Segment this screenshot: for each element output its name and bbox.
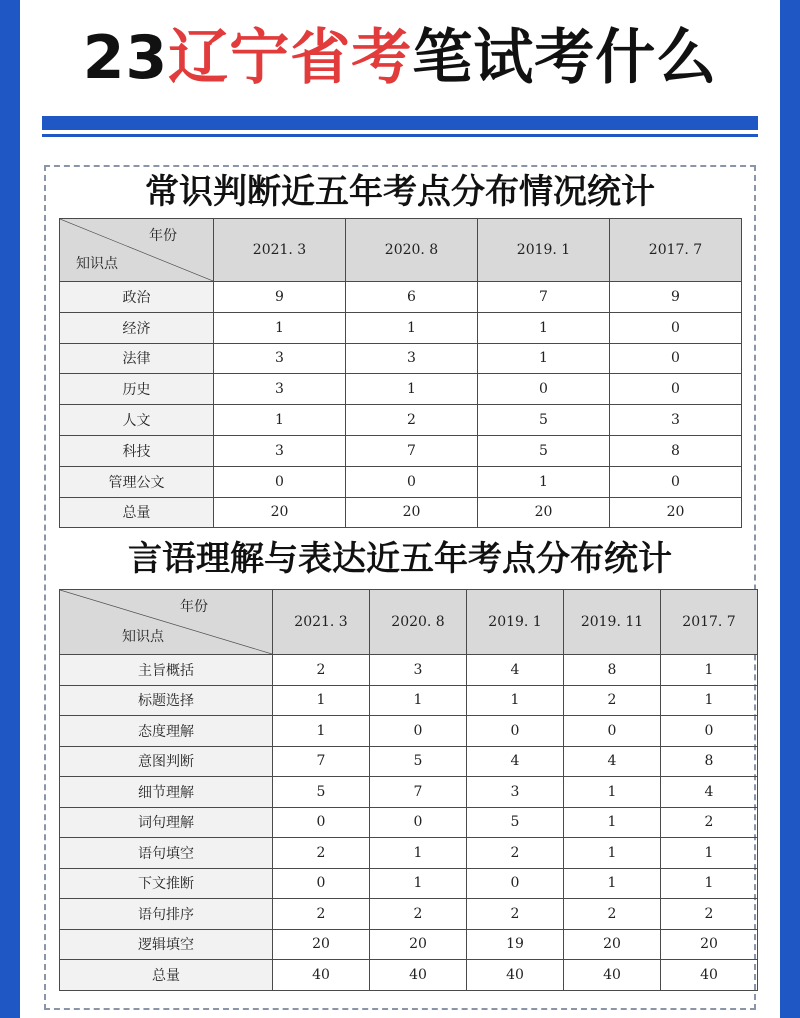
title-rest: 笔试考什么 xyxy=(412,23,718,93)
year-header: 2017. 7 xyxy=(610,219,742,282)
title-rule-thick xyxy=(42,116,758,130)
table-cell: 1 xyxy=(273,716,370,747)
table-cell: 0 xyxy=(273,868,370,899)
table-row xyxy=(60,899,758,930)
table-row xyxy=(60,655,758,686)
verbal-table xyxy=(59,589,758,991)
common-sense-table xyxy=(59,218,742,528)
table-row xyxy=(60,497,742,528)
table-row xyxy=(60,282,742,313)
table-cell: 5 xyxy=(478,435,610,466)
table-cell: 20 xyxy=(370,929,467,960)
table-header-row xyxy=(60,590,758,655)
table-cell: 4 xyxy=(564,746,661,777)
table-cell: 20 xyxy=(273,929,370,960)
table-cell: 0 xyxy=(346,466,478,497)
table-row xyxy=(60,312,742,343)
table-cell: 7 xyxy=(370,777,467,808)
table-cell: 20 xyxy=(478,497,610,528)
table-cell: 2 xyxy=(564,899,661,930)
row-label: 主旨概括 xyxy=(60,655,273,686)
table-cell: 2 xyxy=(661,807,758,838)
row-label: 语句排序 xyxy=(60,899,273,930)
year-header: 2020. 8 xyxy=(370,590,467,655)
row-label: 细节理解 xyxy=(60,777,273,808)
table-cell: 1 xyxy=(346,374,478,405)
table-cell: 7 xyxy=(346,435,478,466)
table-cell: 40 xyxy=(467,960,564,991)
table-cell: 1 xyxy=(661,685,758,716)
table-cell: 0 xyxy=(661,716,758,747)
table-cell: 0 xyxy=(610,312,742,343)
row-label: 总量 xyxy=(60,497,214,528)
year-header: 2020. 8 xyxy=(346,219,478,282)
table-cell: 3 xyxy=(370,655,467,686)
table-cell: 8 xyxy=(610,435,742,466)
table-cell: 1 xyxy=(467,685,564,716)
table-row xyxy=(60,405,742,436)
table-cell: 2 xyxy=(564,685,661,716)
table-row xyxy=(60,343,742,374)
table-cell: 20 xyxy=(610,497,742,528)
row-label: 逻辑填空 xyxy=(60,929,273,960)
table-cell: 1 xyxy=(370,838,467,869)
table-row xyxy=(60,960,758,991)
table-cell: 40 xyxy=(564,960,661,991)
table-cell: 1 xyxy=(661,868,758,899)
corner-topic-label: 知识点 xyxy=(122,629,164,645)
row-label: 总量 xyxy=(60,960,273,991)
table-cell: 2 xyxy=(467,838,564,869)
table-header-row xyxy=(60,219,742,282)
corner-cell xyxy=(60,590,273,655)
title-highlight: 辽宁省考 xyxy=(168,23,413,93)
table-cell: 1 xyxy=(370,685,467,716)
row-label: 经济 xyxy=(60,312,214,343)
table-cell: 7 xyxy=(478,282,610,313)
row-label: 词句理解 xyxy=(60,807,273,838)
table-cell: 3 xyxy=(214,343,346,374)
year-header: 2021. 3 xyxy=(214,219,346,282)
table-row xyxy=(60,807,758,838)
table-cell: 1 xyxy=(214,405,346,436)
table-row xyxy=(60,685,758,716)
row-label: 历史 xyxy=(60,374,214,405)
table-cell: 3 xyxy=(610,405,742,436)
table-row xyxy=(60,777,758,808)
table-cell: 1 xyxy=(478,343,610,374)
year-header: 2019. 1 xyxy=(467,590,564,655)
table-cell: 2 xyxy=(273,899,370,930)
table-cell: 2 xyxy=(273,655,370,686)
table-row xyxy=(60,868,758,899)
table-cell: 0 xyxy=(610,374,742,405)
table-cell: 1 xyxy=(564,838,661,869)
row-label: 语句填空 xyxy=(60,838,273,869)
table-cell: 1 xyxy=(661,655,758,686)
table-cell: 5 xyxy=(273,777,370,808)
table-cell: 5 xyxy=(370,746,467,777)
table-cell: 4 xyxy=(467,746,564,777)
row-label: 标题选择 xyxy=(60,685,273,716)
table-cell: 1 xyxy=(214,312,346,343)
table-cell: 1 xyxy=(564,807,661,838)
table-cell: 1 xyxy=(478,312,610,343)
corner-cell xyxy=(60,219,214,282)
year-header: 2019. 11 xyxy=(564,590,661,655)
table-cell: 6 xyxy=(346,282,478,313)
year-header: 2019. 1 xyxy=(478,219,610,282)
table-cell: 40 xyxy=(661,960,758,991)
table-cell: 4 xyxy=(467,655,564,686)
table-cell: 1 xyxy=(273,685,370,716)
table-cell: 0 xyxy=(467,716,564,747)
row-label: 管理公文 xyxy=(60,466,214,497)
row-label: 态度理解 xyxy=(60,716,273,747)
section2-title: 言语理解与表达近五年考点分布统计 xyxy=(128,539,672,579)
section1-title: 常识判断近五年考点分布情况统计 xyxy=(145,172,655,212)
table-cell: 5 xyxy=(467,807,564,838)
row-label: 人文 xyxy=(60,405,214,436)
table-cell: 9 xyxy=(214,282,346,313)
table-cell: 19 xyxy=(467,929,564,960)
corner-year-label: 年份 xyxy=(149,228,177,244)
table-cell: 0 xyxy=(467,868,564,899)
table-cell: 20 xyxy=(346,497,478,528)
table-row xyxy=(60,716,758,747)
table-cell: 3 xyxy=(467,777,564,808)
table-cell: 1 xyxy=(370,868,467,899)
corner-year-label: 年份 xyxy=(180,599,208,615)
table-cell: 0 xyxy=(564,716,661,747)
page xyxy=(20,0,780,1018)
row-label: 科技 xyxy=(60,435,214,466)
table-row xyxy=(60,929,758,960)
year-header: 2021. 3 xyxy=(273,590,370,655)
row-label: 下文推断 xyxy=(60,868,273,899)
table-cell: 1 xyxy=(661,838,758,869)
table-row xyxy=(60,746,758,777)
table-row xyxy=(60,374,742,405)
title-rule-thin xyxy=(42,134,758,137)
table-cell: 2 xyxy=(370,899,467,930)
table-cell: 5 xyxy=(478,405,610,436)
table-cell: 20 xyxy=(564,929,661,960)
row-label: 政治 xyxy=(60,282,214,313)
table-cell: 2 xyxy=(273,838,370,869)
title-number: 23 xyxy=(82,23,169,93)
table-cell: 8 xyxy=(661,746,758,777)
table-cell: 3 xyxy=(214,435,346,466)
table-cell: 3 xyxy=(214,374,346,405)
table-cell: 7 xyxy=(273,746,370,777)
table-cell: 40 xyxy=(370,960,467,991)
table-cell: 40 xyxy=(273,960,370,991)
table-row xyxy=(60,466,742,497)
year-header: 2017. 7 xyxy=(661,590,758,655)
table-cell: 1 xyxy=(564,868,661,899)
table-cell: 0 xyxy=(610,466,742,497)
corner-topic-label: 知识点 xyxy=(76,256,118,272)
table-row xyxy=(60,435,742,466)
table-cell: 3 xyxy=(346,343,478,374)
table-cell: 4 xyxy=(661,777,758,808)
table-cell: 0 xyxy=(478,374,610,405)
page-title xyxy=(20,18,780,98)
row-label: 法律 xyxy=(60,343,214,374)
table-cell: 0 xyxy=(610,343,742,374)
table-cell: 1 xyxy=(346,312,478,343)
table-cell: 0 xyxy=(370,716,467,747)
table-cell: 8 xyxy=(564,655,661,686)
table-cell: 0 xyxy=(273,807,370,838)
table-cell: 0 xyxy=(370,807,467,838)
table-cell: 2 xyxy=(467,899,564,930)
table-row xyxy=(60,838,758,869)
table-cell: 0 xyxy=(214,466,346,497)
row-label: 意图判断 xyxy=(60,746,273,777)
table-cell: 20 xyxy=(214,497,346,528)
table-cell: 20 xyxy=(661,929,758,960)
table-cell: 1 xyxy=(564,777,661,808)
table-cell: 2 xyxy=(346,405,478,436)
table-cell: 1 xyxy=(478,466,610,497)
table-cell: 9 xyxy=(610,282,742,313)
table-cell: 2 xyxy=(661,899,758,930)
